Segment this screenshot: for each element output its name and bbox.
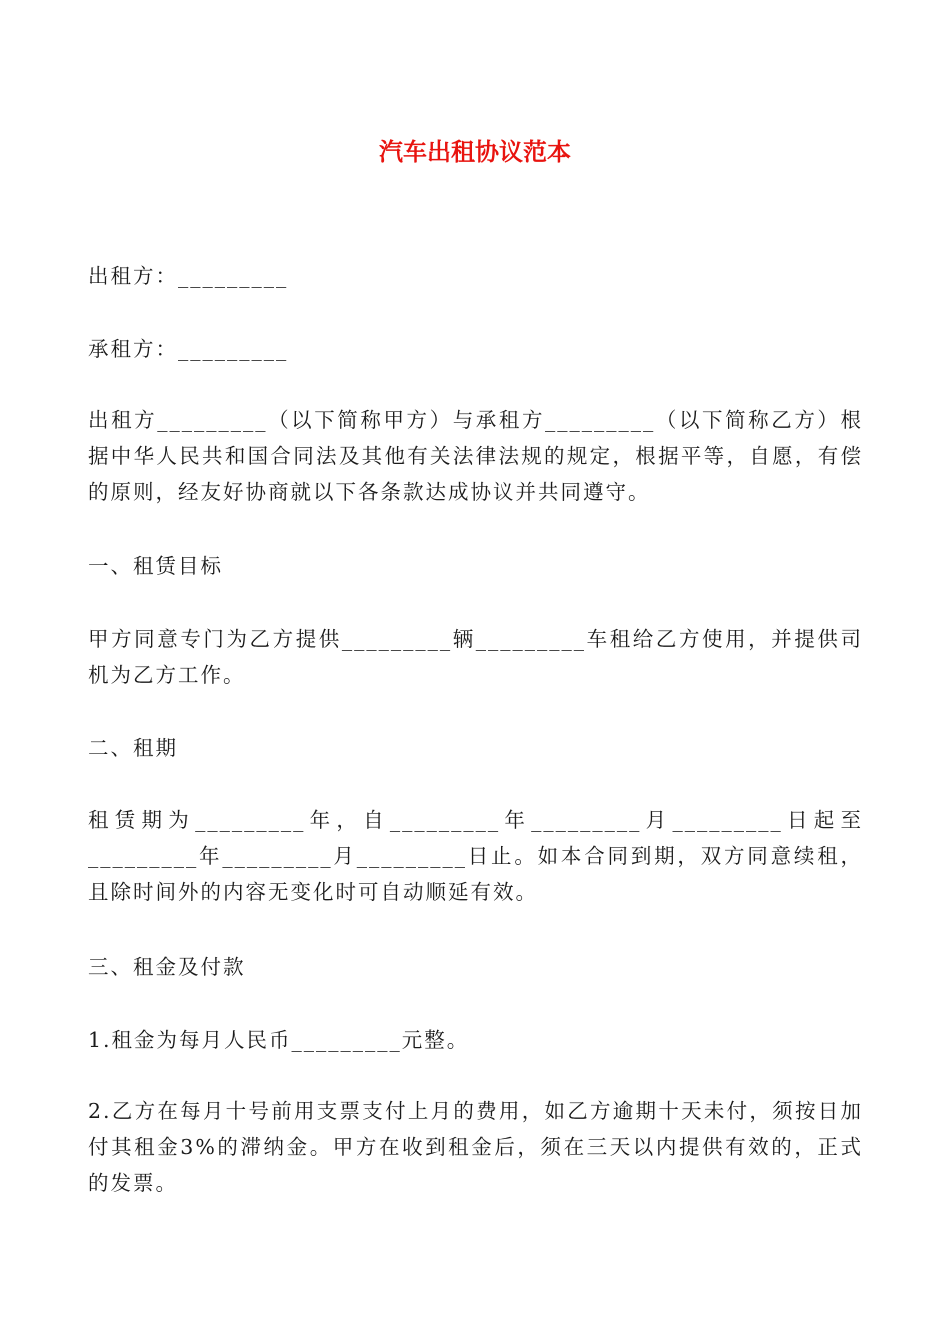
- section-heading-2: 二、租期: [88, 736, 178, 760]
- section-3-item-1: 1.租金为每月人民币_________元整。: [88, 1028, 470, 1052]
- section-1-paragraph: 甲方同意专门为乙方提供_________辆_________车租给乙方使用，并提供司机为乙方工作。: [88, 627, 863, 687]
- document-title: 汽车出租协议范本: [379, 138, 571, 166]
- preamble-paragraph: 出租方_________（以下简称甲方）与承租方_________（以下简称乙方）根据中华人民共和国合同法及其他有关法律法规的规定，根据平等，自愿，有偿的原则，经友好协商就以下各条款达成协议并共同遵守。: [88, 408, 863, 504]
- section-3-item-2: 2.乙方在每月十号前用支票支付上月的费用，如乙方逾期十天未付，须按日加付其租金3%的滞纳金。甲方在收到租金后，须在三天以内提供有效的，正式的发票。: [88, 1099, 863, 1195]
- section-2-paragraph: 租赁期为_________年，自_________年_________月_________日起至_________年_________月_________日止。如本合同到期，双方同意续租，且除时间外的内容无变化时可自动顺延有效。: [88, 808, 863, 904]
- lessor-line: 出租方：_________: [88, 264, 289, 288]
- section-heading-3: 三、租金及付款: [88, 955, 246, 979]
- section-heading-1: 一、租赁目标: [88, 554, 223, 578]
- lessee-line: 承租方：_________: [88, 337, 289, 361]
